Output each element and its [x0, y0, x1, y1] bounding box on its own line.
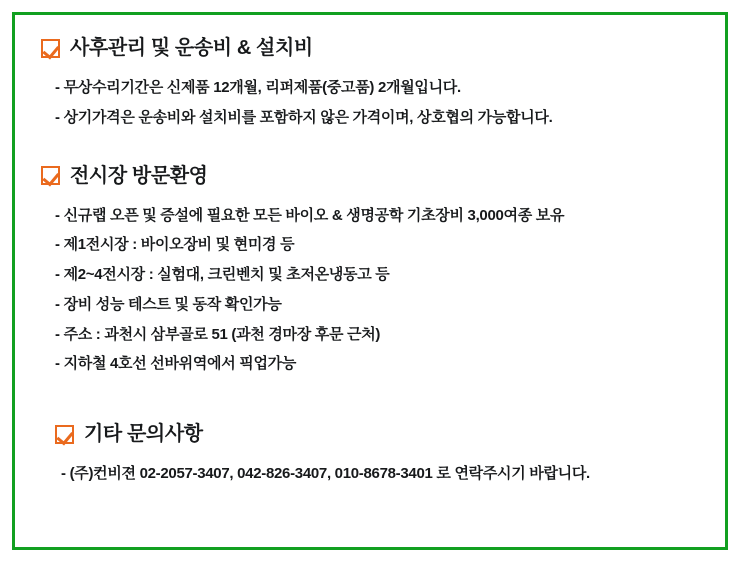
list-item: - (주)컨비젼 02-2057-3407, 042-826-3407, 010-8678-3401 로 연락주시기 바랍니다. — [61, 465, 590, 482]
list-item: - 제1전시장 : 바이오장비 및 현미경 등 — [55, 236, 295, 254]
list-item: - 상기가격은 운송비와 설치비를 포함하지 않은 가격이며, 상호협의 가능합니다. — [55, 108, 553, 126]
list-item: - 주소 : 과천시 삼부골로 51 (과천 경마장 후문 근처) — [55, 325, 381, 343]
list-item: - 장비 성능 테스트 및 동작 확인가능 — [55, 295, 282, 313]
bullet-list — [41, 201, 699, 380]
section-title: 사후관리 및 운송비 & 설치비 — [70, 37, 313, 59]
section-title: 전시장 방문환영 — [70, 164, 208, 187]
section-after-service — [41, 37, 699, 133]
list-item: - 신규랩 오픈 및 증설에 필요한 모든 바이오 & 생명공학 기초장비 3,000여종 보유 — [55, 206, 565, 224]
section-showroom-visit — [41, 165, 699, 380]
checkbox-checked-icon — [41, 166, 60, 185]
section-header — [41, 37, 699, 59]
checkbox-checked-icon — [41, 39, 60, 58]
section-title: 기타 문의사항 — [84, 423, 203, 445]
list-item: - 지하철 4호선 선바위역에서 픽업가능 — [55, 355, 297, 373]
section-header — [55, 423, 699, 445]
checkbox-checked-icon — [55, 425, 74, 444]
list-item: - 무상수리기간은 신제품 12개월, 리퍼제품(중고품) 2개월입니다. — [55, 79, 461, 96]
spacer — [41, 139, 699, 165]
spacer — [41, 385, 699, 423]
section-other-inquiries — [41, 423, 699, 489]
bullet-list — [41, 459, 699, 489]
section-header — [41, 165, 699, 187]
bullet-list — [41, 73, 699, 133]
list-item: - 제2~4전시장 : 실험대, 크린벤치 및 초저온냉동고 등 — [55, 266, 390, 283]
document-frame — [12, 12, 728, 550]
